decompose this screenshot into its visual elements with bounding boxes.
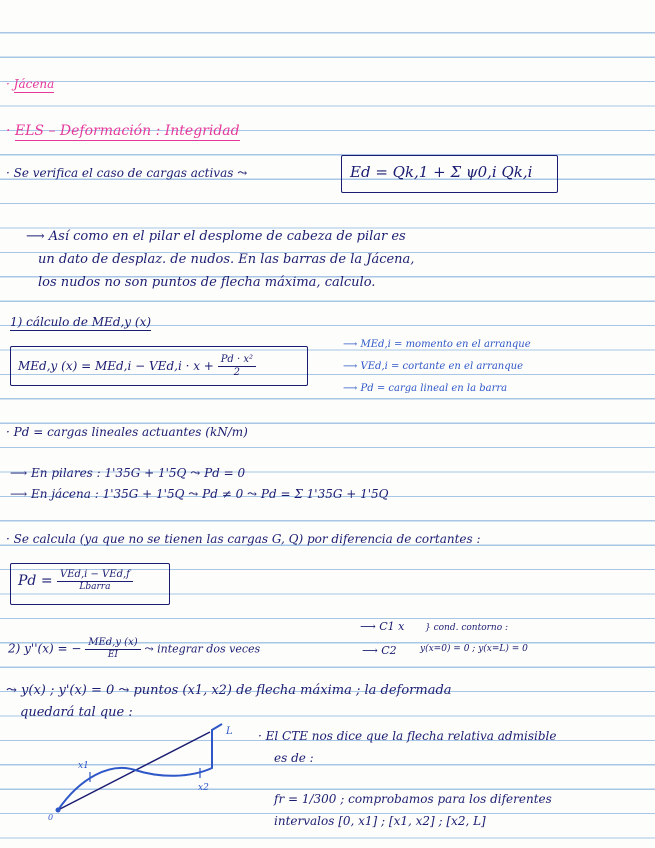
constant-c2: ⟶ C2	[362, 644, 397, 657]
active-loads-statement: · Se verifica el caso de cargas activas ⤳	[6, 166, 248, 180]
section-title-text: Jácena	[13, 77, 55, 91]
formula-med: MEd,y (x) = MEd,i − VEd,i · x + $\frac{\text{Pd · x²}}{2}$	[18, 355, 256, 378]
boundary-conditions-label: } cond. contorno :	[425, 623, 509, 633]
deformed-shape-line: quedará tal que :	[20, 705, 133, 720]
formula-pd: Pd = $\frac{\text{VEd,i − VEd,f}}{\text{Lbarra}}$	[18, 570, 133, 592]
pd-definition: · Pd = cargas lineales actuantes (kN/m)	[6, 425, 248, 439]
legend-ved: ⟶ VEd,i = cortante en el arranque	[343, 361, 524, 372]
label-x2: x2	[198, 783, 209, 793]
subsection-title: · ELS – Deformación : Integridad	[6, 123, 240, 139]
step-2-equation: 2) y''(x) = − $\frac{\text{MEd,y (x)}}{EI}$ ⤳ integrar dos veces	[8, 637, 261, 660]
label-x1: x1	[78, 761, 89, 771]
legend-med: ⟶ MEd,i = momento en el arranque	[343, 339, 531, 350]
beam-line: ⟶ En jácena : 1'35G + 1'5Q ⤳ Pd ≠ 0 ⤳ Pd = Σ 1'35G + 1'5Q	[10, 487, 389, 501]
paragraph-line-2: un dato de desplaz. de nudos. En las barras de la Jácena,	[38, 252, 415, 267]
cte-line-4: intervalos [0, x1] ; [x1, x2] ; [x2, L]	[274, 814, 486, 828]
section-title: · Jácena	[6, 77, 55, 91]
subsection-title-text: ELS – Deformación : Integridad	[14, 123, 240, 139]
paragraph-line-3: los nudos no son puntos de flecha máxima, calculo.	[38, 275, 376, 290]
formula-med-fraction: $\frac{\text{Pd · x²}}{2}$	[218, 355, 256, 378]
shear-difference-statement: · Se calcula (ya que no se tienen las cargas G, Q) por diferencia de cortantes :	[6, 532, 481, 546]
paragraph-line-1: ⟶ Así como en el pilar el desplome de cabeza de pilar es	[26, 229, 406, 244]
cte-line-2: es de :	[274, 751, 314, 765]
cte-line-3: fr = 1/300 ; comprobamos para los diferentes	[274, 792, 552, 806]
pillars-line: ⟶ En pilares : 1'35G + 1'5Q ⤳ Pd = 0	[10, 466, 246, 480]
constant-c1: ⟶ C1 x	[360, 620, 405, 633]
boundary-conditions: y(x=0) = 0 ; y(x=L) = 0	[420, 644, 528, 654]
max-deflection-line: ⤳ y(x) ; y'(x) = 0 ⤳ puntos (x1, x2) de flecha máxima ; la deformada	[6, 683, 452, 698]
step-2-fraction: $\frac{\text{MEd,y (x)}}{EI}$	[85, 638, 140, 660]
label-l: L	[226, 726, 233, 737]
legend-pd: ⟶ Pd = carga lineal en la barra	[343, 383, 508, 394]
formula-pd-fraction: $\frac{\text{VEd,i − VEd,f}}{\text{Lbarra}}$	[57, 570, 133, 592]
cte-line-1: · El CTE nos dice que la flecha relativa admisible	[258, 729, 557, 743]
formula-ed: Ed = Qk,1 + Σ ψ0,i Qk,i	[350, 163, 533, 181]
step-1-heading: 1) cálculo de MEd,y (x)	[10, 315, 152, 329]
label-0: 0	[48, 813, 54, 822]
deformed-beam-sketch	[40, 720, 270, 830]
